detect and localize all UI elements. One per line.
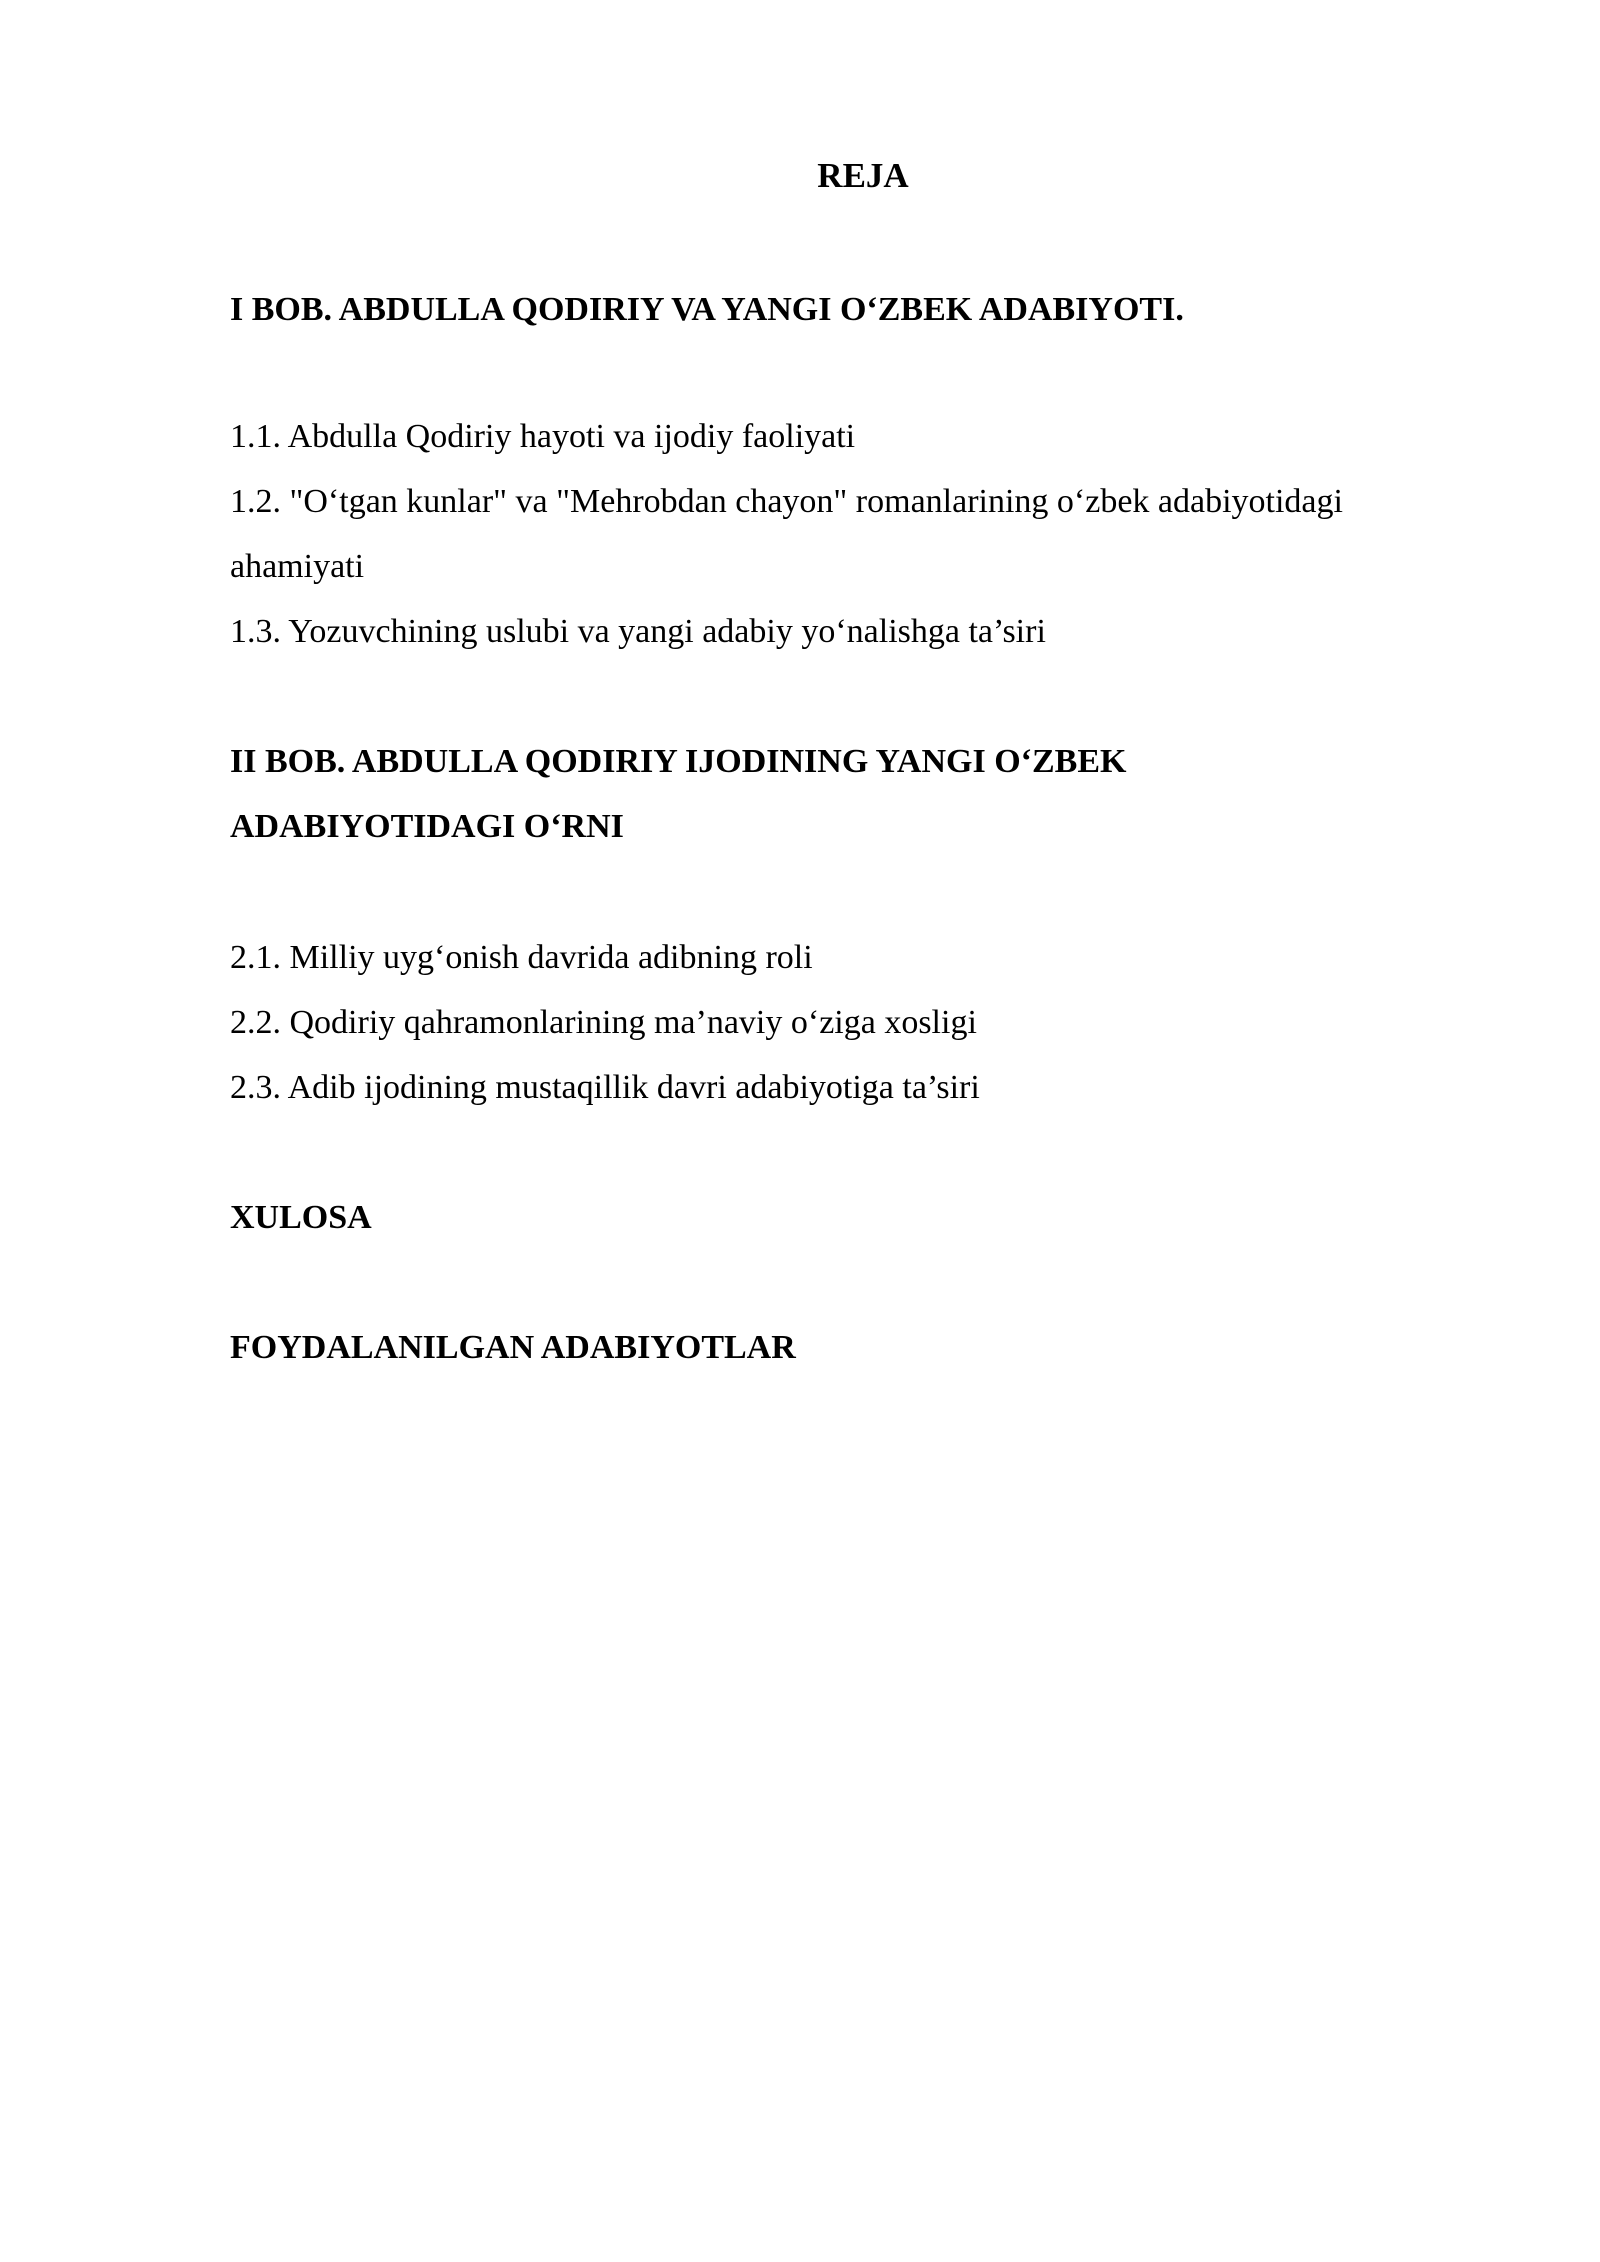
conclusion-heading: XULOSA	[230, 1199, 372, 1236]
chapter-2-heading-line-2: ADABIYOTIDAGI O‘RNI	[230, 808, 624, 845]
chapter-1-heading: I BOB. ABDULLA QODIRIY VA YANGI O‘ZBEK ADABIYOTI.	[230, 291, 1184, 328]
section-2-2: 2.2. Qodiriy qahramonlarining ma’naviy o‘ziga xosligi	[230, 1004, 977, 1041]
section-2-1: 2.1. Milliy uyg‘onish davrida adibning roli	[230, 939, 813, 976]
page-title: REJA	[817, 156, 909, 195]
chapter-2-heading-line-1: II BOB. ABDULLA QODIRIY IJODINING YANGI O‘ZBEK	[230, 743, 1127, 780]
section-1-2-continuation: ahamiyati	[230, 548, 365, 585]
section-2-3: 2.3. Adib ijodining mustaqillik davri adabiyotiga ta’siri	[230, 1069, 980, 1106]
references-heading: FOYDALANILGAN ADABIYOTLAR	[230, 1329, 796, 1366]
section-1-2: 1.2. "O‘tgan kunlar" va "Mehrobdan chayon" romanlarining o‘zbek adabiyotidagi	[230, 483, 1343, 520]
section-1-3: 1.3. Yozuvchining uslubi va yangi adabiy yo‘nalishga ta’siri	[230, 613, 1046, 650]
section-1-1: 1.1. Abdulla Qodiriy hayoti va ijodiy faoliyati	[230, 418, 856, 455]
